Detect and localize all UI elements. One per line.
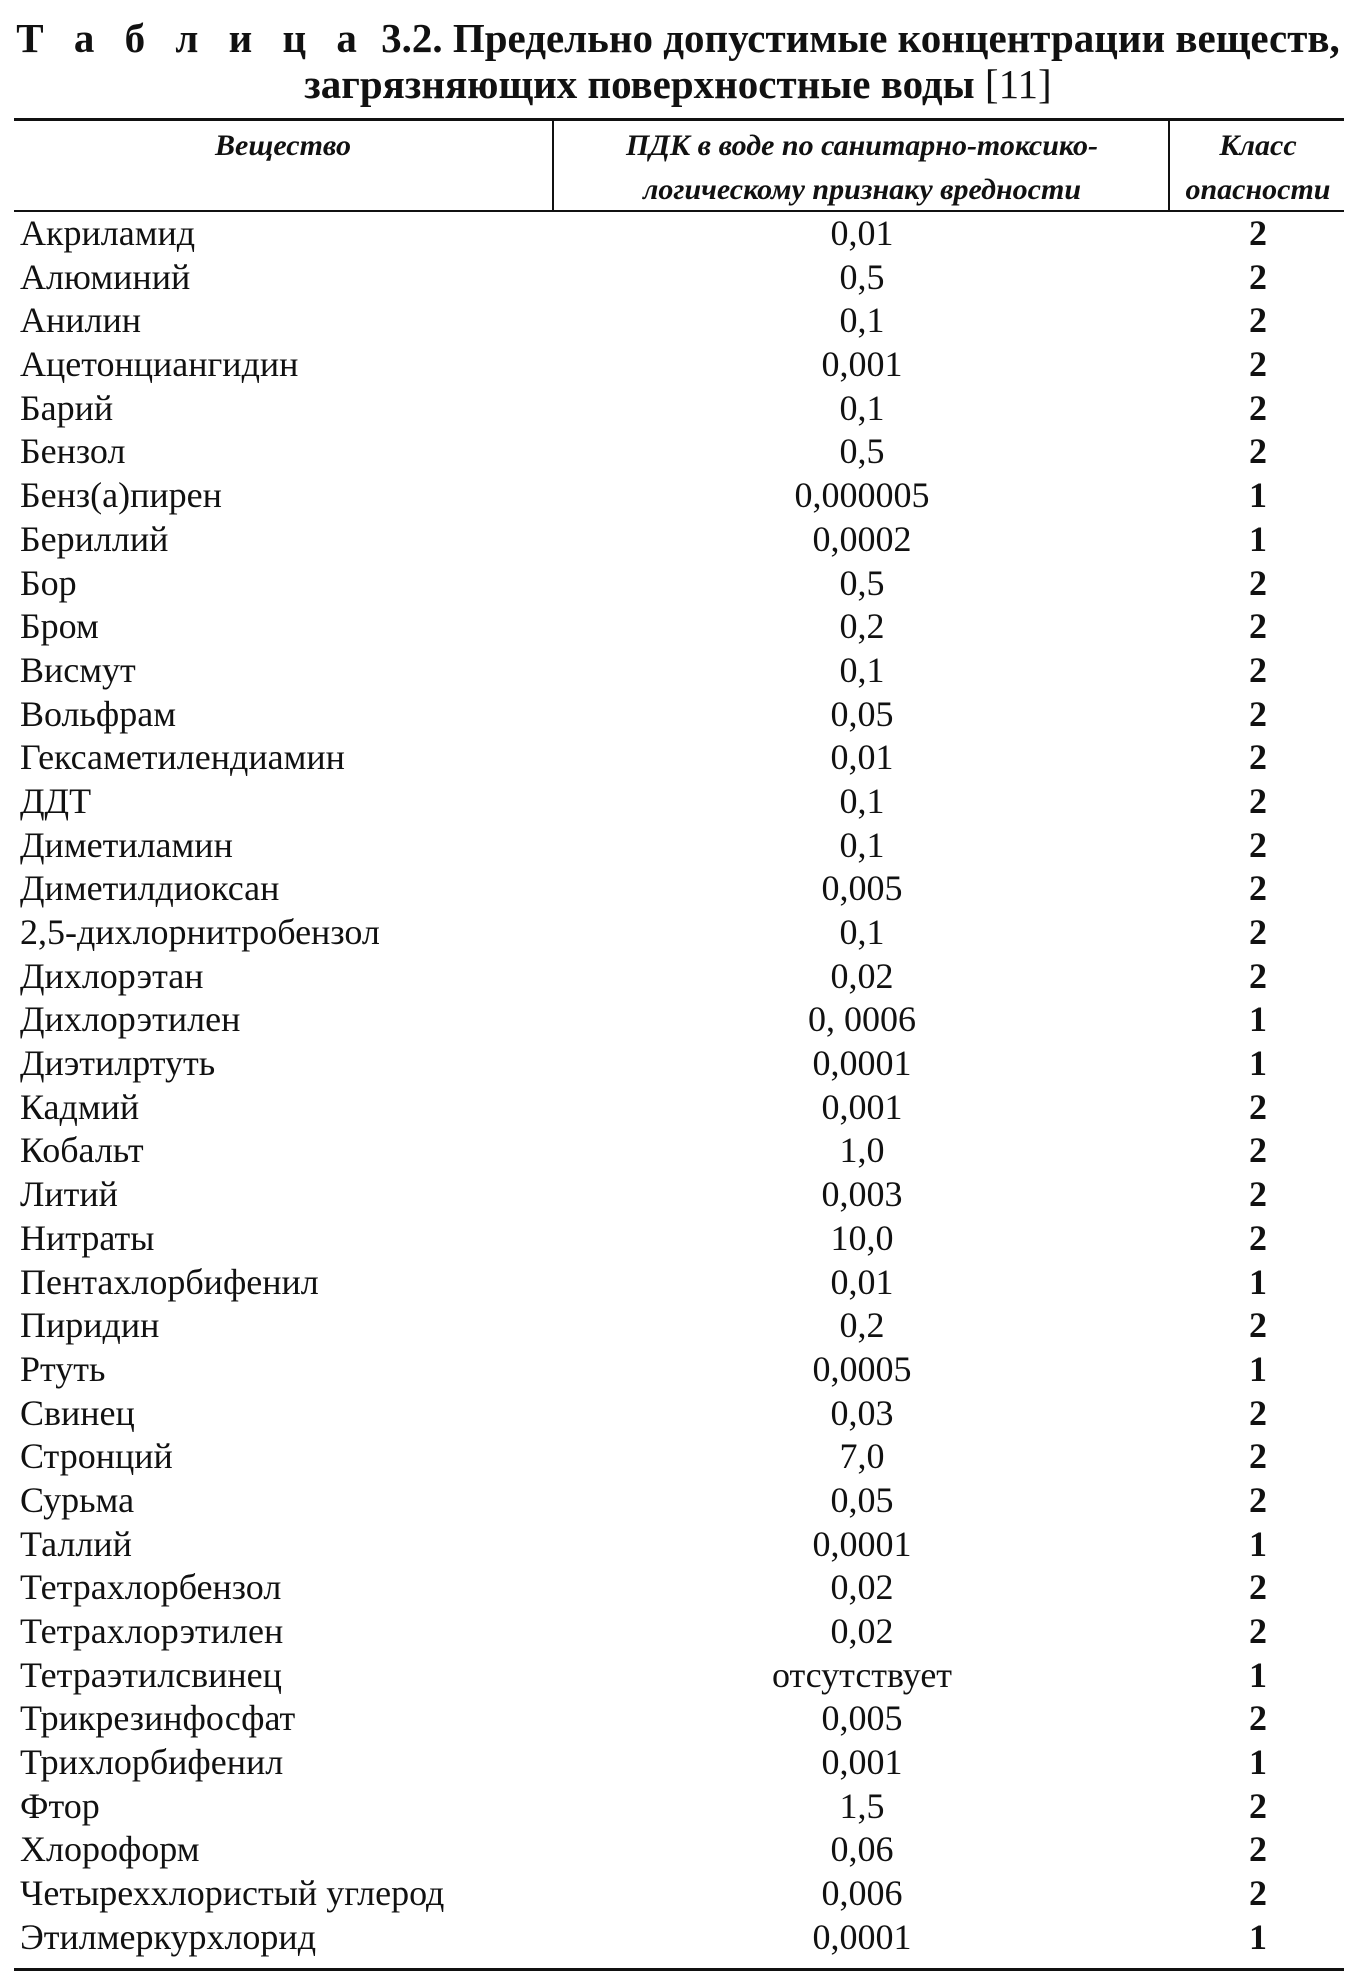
hazard-class-value: 2 — [1249, 213, 1267, 253]
pdk-value: 0,03 — [830, 1392, 894, 1433]
hazard-class-value: 2 — [1249, 824, 1267, 865]
table-row — [14, 256, 1344, 300]
header-pdk-line2: логическому признаку вредности — [642, 173, 1082, 206]
hazard-class-value: 2 — [1249, 1698, 1267, 1739]
hazard-class-value: 1 — [1249, 1348, 1267, 1389]
hazard-class-value: 2 — [1249, 693, 1267, 734]
table-row — [14, 1261, 1344, 1305]
table-row — [14, 1828, 1344, 1872]
header-hazard-class — [1172, 124, 1344, 212]
substance-name: Таллий — [20, 1523, 132, 1564]
table-row — [14, 518, 1344, 562]
table-top-rule — [14, 118, 1344, 121]
substance-name: Висмут — [20, 649, 136, 690]
hazard-class-value: 1 — [1249, 1654, 1267, 1695]
hazard-class-value: 2 — [1249, 387, 1267, 428]
hazard-class-value: 2 — [1249, 344, 1267, 385]
table-title-line2: загрязняющих поверхностные воды — [304, 61, 975, 107]
pdk-value: 0,005 — [821, 868, 903, 909]
pdk-value: 0,1 — [839, 649, 885, 690]
hazard-class-value: 2 — [1249, 300, 1267, 341]
hazard-class-value: 2 — [1249, 1436, 1267, 1477]
table-row — [14, 1916, 1344, 1960]
pdk-value: 0,02 — [830, 1567, 894, 1608]
table-row — [14, 998, 1344, 1042]
pdk-value: 0,02 — [830, 1611, 894, 1651]
table-row — [14, 343, 1344, 387]
substance-name: Нитраты — [20, 1217, 155, 1258]
table-row — [14, 955, 1344, 999]
substance-name: Пентахлорбифенил — [20, 1261, 319, 1302]
pdk-value: 0,005 — [821, 1698, 903, 1739]
substance-name: Бор — [20, 562, 77, 603]
hazard-class-value: 2 — [1249, 1567, 1267, 1608]
substance-name: Анилин — [20, 300, 142, 341]
hazard-class-value: 2 — [1249, 1873, 1267, 1914]
table-row — [14, 1173, 1344, 1217]
hazard-class-value: 2 — [1249, 1130, 1267, 1171]
pdk-value: 0,1 — [839, 300, 885, 341]
table-row — [14, 1435, 1344, 1479]
pdk-value: 0,05 — [830, 1479, 894, 1520]
substance-name: Сурьма — [20, 1479, 135, 1520]
substance-name: Тетрахлорбензол — [20, 1567, 282, 1608]
pdk-value: 0,5 — [839, 431, 885, 472]
pdk-value: 0,01 — [830, 213, 894, 253]
substance-name: Пиридин — [20, 1305, 160, 1346]
pdk-value: 0, 0006 — [808, 999, 916, 1040]
header-substance-label: Вещество — [215, 129, 351, 162]
pdk-value: 10,0 — [830, 1217, 894, 1258]
table-row — [14, 1523, 1344, 1567]
hazard-class-value: 2 — [1249, 912, 1267, 952]
table-row — [14, 1697, 1344, 1741]
substance-name: Фтор — [20, 1785, 100, 1826]
substance-name: Свинец — [20, 1392, 135, 1433]
substance-name: Литий — [20, 1174, 118, 1215]
table-bottom-rule — [14, 1968, 1344, 1971]
substance-name: Этилмеркурхлорид — [20, 1916, 317, 1957]
table-row — [14, 1872, 1344, 1916]
substance-name: Стронций — [20, 1436, 173, 1477]
substance-name: Барий — [20, 387, 114, 428]
substance-name: Тетраэтилсвинец — [20, 1654, 282, 1695]
table-row — [14, 1741, 1344, 1785]
substance-name: Вольфрам — [20, 693, 177, 734]
table-row — [14, 430, 1344, 474]
hazard-class-value: 2 — [1249, 1217, 1267, 1258]
pdk-value: 0,01 — [830, 1261, 894, 1302]
pdk-value: 0,006 — [821, 1873, 903, 1914]
hazard-class-value: 1 — [1249, 1742, 1267, 1783]
table-row — [14, 1610, 1344, 1654]
pdk-value: 1,0 — [839, 1130, 885, 1171]
table-row — [14, 736, 1344, 780]
substance-name: ДДТ — [20, 780, 92, 821]
table-row — [14, 1566, 1344, 1610]
substance-name: Кадмий — [20, 1086, 140, 1127]
substance-name: Диэтилртуть — [20, 1043, 216, 1084]
table-row — [14, 1086, 1344, 1130]
substance-name: Трихлорбифенил — [20, 1742, 284, 1783]
table-row — [14, 299, 1344, 343]
header-class-line2: опасности — [1185, 173, 1331, 206]
table-row — [14, 649, 1344, 693]
pdk-value: 0,003 — [821, 1174, 903, 1215]
pdk-value: 0,000005 — [794, 475, 930, 516]
table-row — [14, 212, 1344, 256]
table-row — [14, 387, 1344, 431]
hazard-class-value: 1 — [1249, 1043, 1267, 1084]
table-row — [14, 1479, 1344, 1523]
hazard-class-value: 2 — [1249, 1611, 1267, 1651]
substance-name: Алюминий — [20, 256, 191, 297]
substance-name: Бериллий — [20, 518, 169, 559]
pdk-value: 0,2 — [839, 606, 885, 647]
substance-name: Хлороформ — [20, 1829, 200, 1870]
substance-name: Четыреххлористый углерод — [20, 1873, 445, 1914]
pdk-value: 0,06 — [830, 1829, 894, 1870]
pdk-value: 0,5 — [839, 256, 885, 297]
hazard-class-value: 1 — [1249, 1523, 1267, 1564]
header-column-divider — [1168, 121, 1170, 210]
table-row — [14, 1348, 1344, 1392]
table-row — [14, 867, 1344, 911]
hazard-class-value: 1 — [1249, 1916, 1267, 1957]
pdk-value: 7,0 — [839, 1436, 885, 1477]
pdk-value: 0,001 — [821, 1742, 903, 1783]
hazard-class-value: 2 — [1249, 1174, 1267, 1215]
table-number: 3.2. — [381, 15, 443, 61]
hazard-class-value: 2 — [1249, 1479, 1267, 1520]
hazard-class-value: 2 — [1249, 1785, 1267, 1826]
hazard-class-value: 2 — [1249, 1086, 1267, 1127]
substance-name: Дихлорэтилен — [20, 999, 241, 1040]
header-class-line1: Класс — [1219, 129, 1297, 162]
hazard-class-value: 2 — [1249, 649, 1267, 690]
hazard-class-value: 2 — [1249, 1829, 1267, 1870]
hazard-class-value: 1 — [1249, 475, 1267, 516]
table-body — [14, 212, 1344, 1960]
pdk-value: 0,0001 — [812, 1523, 912, 1564]
hazard-class-value: 2 — [1249, 562, 1267, 603]
hazard-class-value: 2 — [1249, 868, 1267, 909]
hazard-class-value: 1 — [1249, 518, 1267, 559]
table-row — [14, 780, 1344, 824]
table-label: Т а б л и ц а — [16, 15, 367, 61]
table-caption-continued — [0, 60, 1356, 108]
hazard-class-value: 1 — [1249, 999, 1267, 1040]
substance-name: Трикрезинфосфат — [20, 1698, 296, 1739]
substance-name: Ртуть — [20, 1348, 106, 1389]
hazard-class-value: 2 — [1249, 256, 1267, 297]
table-row — [14, 824, 1344, 868]
hazard-class-value: 2 — [1249, 431, 1267, 472]
header-substance — [14, 124, 552, 168]
substance-name: Бензол — [20, 431, 126, 472]
substance-name: Диметилдиоксан — [20, 868, 280, 909]
table-row — [14, 1785, 1344, 1829]
header-pdk — [556, 124, 1168, 212]
substance-name: Кобальт — [20, 1130, 144, 1171]
table-row — [14, 1129, 1344, 1173]
pdk-value: 0,02 — [830, 955, 894, 996]
table-title-line1: Предельно допустимые концентрации веществ, — [452, 15, 1340, 61]
hazard-class-value: 2 — [1249, 955, 1267, 996]
pdk-value: 1,5 — [839, 1785, 885, 1826]
pdk-value: 0,1 — [839, 824, 885, 865]
pdk-value: 0,2 — [839, 1305, 885, 1346]
pdk-value: 0,05 — [830, 693, 894, 734]
table-row — [14, 1304, 1344, 1348]
table-row — [14, 605, 1344, 649]
pdk-value: 0,0002 — [812, 518, 912, 559]
table-row — [14, 1217, 1344, 1261]
substance-name: 2,5-дихлорнитробензол — [20, 912, 380, 952]
table-row — [14, 911, 1344, 955]
pdk-value: 0,001 — [821, 344, 903, 385]
header-column-divider — [552, 121, 554, 210]
table-caption — [0, 14, 1356, 62]
substance-name: Акриламид — [20, 213, 196, 253]
table-row — [14, 474, 1344, 518]
pdk-value: 0,1 — [839, 912, 885, 952]
pdk-value: 0,5 — [839, 562, 885, 603]
hazard-class-value: 2 — [1249, 737, 1267, 778]
pdk-value: 0,1 — [839, 780, 885, 821]
table-row — [14, 1654, 1344, 1698]
table-row — [14, 693, 1344, 737]
pdk-value: 0,1 — [839, 387, 885, 428]
hazard-class-value: 2 — [1249, 780, 1267, 821]
pdk-value: отсутствует — [771, 1654, 953, 1695]
pdk-value: 0,001 — [821, 1086, 903, 1127]
substance-name: Бенз(а)пирен — [20, 475, 222, 516]
table-row — [14, 1042, 1344, 1086]
pdk-value: 0,0005 — [812, 1348, 912, 1389]
substance-name: Ацетонциангидин — [20, 344, 299, 385]
table-row — [14, 562, 1344, 606]
hazard-class-value: 2 — [1249, 1392, 1267, 1433]
header-pdk-line1: ПДК в воде по санитарно-токсико- — [626, 129, 1098, 162]
pdk-value: 0,01 — [830, 737, 894, 778]
hazard-class-value: 2 — [1249, 1305, 1267, 1346]
substance-name: Гексаметилендиамин — [20, 737, 345, 778]
table-row — [14, 1392, 1344, 1436]
substance-name: Диметиламин — [20, 824, 233, 865]
substance-name: Тетрахлорэтилен — [20, 1611, 284, 1651]
hazard-class-value: 2 — [1249, 606, 1267, 647]
table-reference: [11] — [984, 61, 1052, 107]
substance-name: Бром — [20, 606, 99, 647]
pdk-value: 0,0001 — [812, 1916, 912, 1957]
hazard-class-value: 1 — [1249, 1261, 1267, 1302]
pdk-value: 0,0001 — [812, 1043, 912, 1084]
substance-name: Дихлорэтан — [20, 955, 204, 996]
